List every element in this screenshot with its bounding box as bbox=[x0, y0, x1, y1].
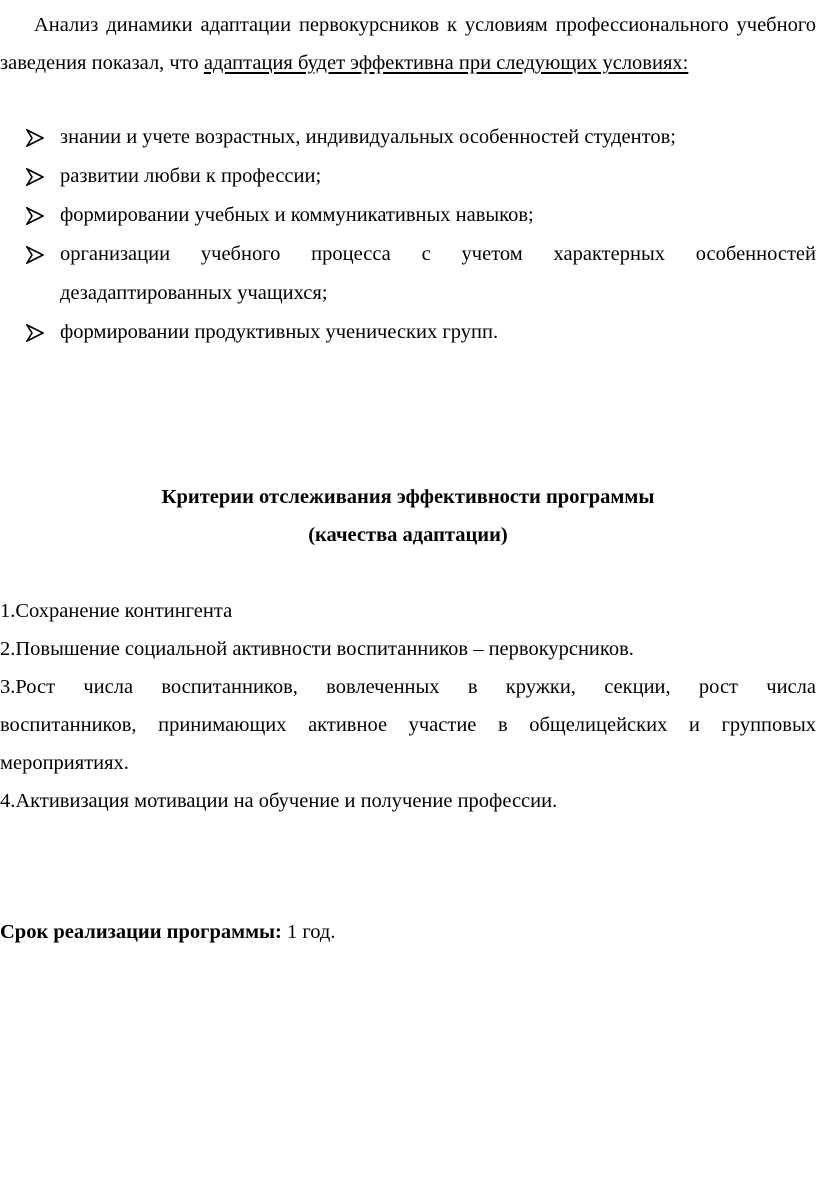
criterion-text: 1.Сохранение контингента bbox=[0, 600, 233, 622]
list-item bbox=[0, 668, 816, 782]
arrow-bullet-icon bbox=[26, 235, 48, 274]
list-item bbox=[0, 592, 816, 630]
criterion-text: 4.Активизация мотивации на обучение и получение профессии. bbox=[0, 790, 558, 812]
list-item-text: организации учебного процесса с учетом характерных особенностей bbox=[60, 243, 816, 265]
list-item bbox=[0, 196, 816, 235]
term-line bbox=[0, 913, 816, 951]
list-item-text: знании и учете возрастных, индивидуальных особенностей студентов; bbox=[60, 126, 676, 148]
list-item-text: развитии любви к профессии; bbox=[60, 165, 322, 187]
term-value: 1 год. bbox=[281, 921, 336, 943]
criterion-text-continued: воспитанников, принимающих активное участие в общелицейских и групповых bbox=[0, 714, 816, 736]
list-item bbox=[0, 630, 816, 668]
section-heading: Критерии отслеживания эффективности программы bbox=[161, 486, 655, 508]
list-item bbox=[0, 118, 816, 157]
list-item-text: формировании продуктивных ученических групп. bbox=[60, 321, 499, 343]
list-item bbox=[0, 782, 816, 820]
list-item bbox=[0, 157, 816, 196]
list-item-text: формировании учебных и коммуникативных навыков; bbox=[60, 204, 534, 226]
list-item bbox=[0, 313, 816, 352]
conditions-list bbox=[0, 118, 816, 352]
criterion-text-end: мероприятиях. bbox=[0, 752, 129, 774]
arrow-bullet-icon bbox=[26, 313, 48, 352]
intro-text: Анализ динамики адаптации первокурсников к условиям профессионального учебного заведения показал, что bbox=[0, 14, 816, 74]
arrow-bullet-icon bbox=[26, 118, 48, 157]
section-subheading: (качества адаптации) bbox=[308, 524, 508, 546]
criterion-text: 2.Повышение социальной активности воспитанников – первокурсников. bbox=[0, 638, 634, 660]
list-item bbox=[0, 235, 816, 313]
intro-underlined-text: адаптация будет эффективна при следующих условиях: bbox=[203, 52, 689, 74]
intro-paragraph bbox=[0, 6, 816, 82]
term-label: Срок реализации программы: bbox=[0, 921, 282, 943]
arrow-bullet-icon bbox=[26, 196, 48, 235]
list-item-text-continued: дезадаптированных учащихся; bbox=[60, 282, 328, 304]
arrow-bullet-icon bbox=[26, 157, 48, 196]
criterion-text: 3.Рост числа воспитанников, вовлеченных в кружки, секции, рост числа bbox=[0, 676, 816, 698]
criteria-list bbox=[0, 592, 816, 820]
